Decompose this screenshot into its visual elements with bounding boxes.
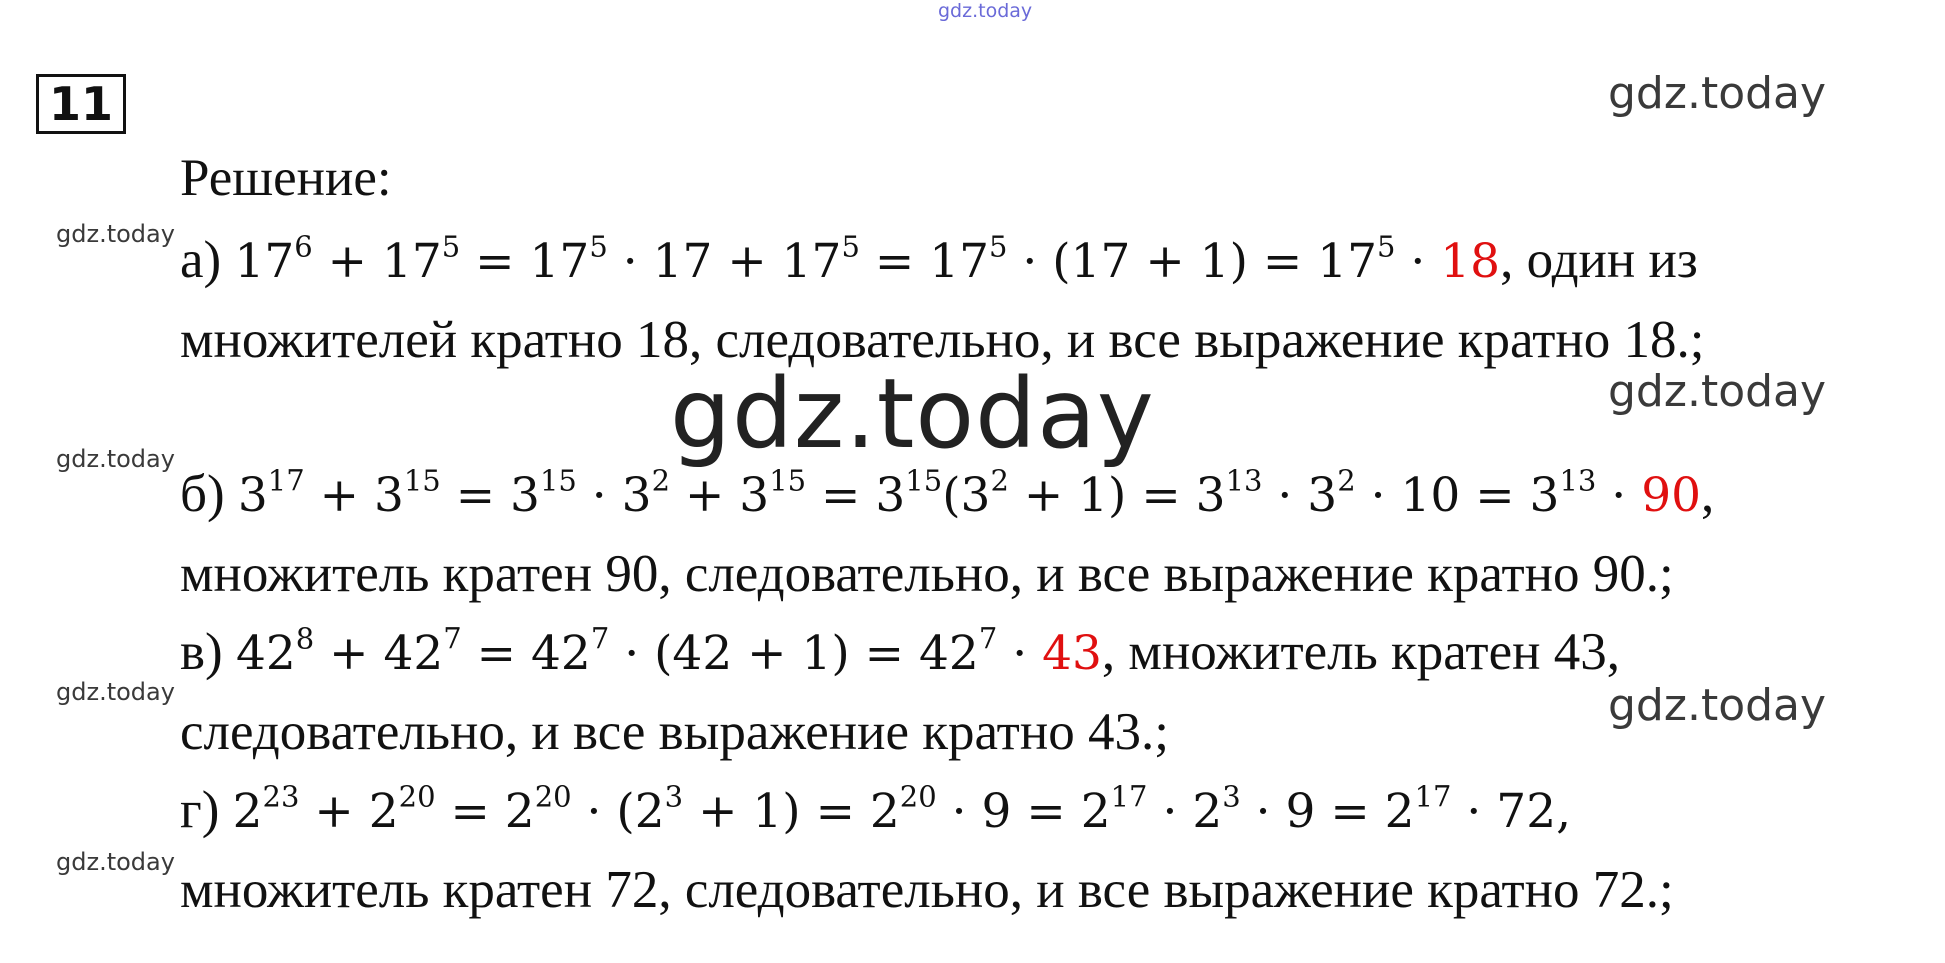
watermark-left-4: gdz.today (56, 848, 175, 876)
item-c-equation: $42^8 + 42^7 = 42^7 \cdot (42 + 1) = 42^7 \cdot 43$ (235, 621, 1102, 681)
item-c-line-2: следовательно, и все выражение кратно 43.; (180, 703, 1169, 761)
item-b-marker: б) (180, 465, 225, 523)
watermark-left-2: gdz.today (56, 445, 175, 473)
item-a-line-1 (180, 229, 1698, 289)
item-b-equation: $3^{17} + 3^{15} = 3^{15} \cdot 3^2 + 3^{15} = 3^{15}(3^2 + 1) = 3^{13} \cdot 3^2 \cdot 10 = 3^{13} \cdot 90$ (237, 463, 1701, 523)
item-b-result: 90 (1641, 468, 1701, 523)
watermark-right-3: gdz.today (1608, 680, 1827, 731)
item-d-line-1 (180, 779, 1572, 839)
item-c-marker: в) (180, 623, 223, 681)
item-d-marker: г) (180, 781, 220, 839)
watermark-right-2: gdz.today (1608, 366, 1827, 417)
watermark-top: gdz.today (938, 0, 1033, 22)
item-d-line-2: множитель кратен 72, следовательно, и все выражение кратно 72.; (180, 861, 1674, 919)
watermark-right-1: gdz.today (1608, 68, 1827, 119)
item-b-line-1 (180, 463, 1715, 523)
item-c-result: 43 (1042, 626, 1102, 681)
item-a-equation: $17^6 + 17^5 = 17^5 \cdot 17 + 17^5 = 17^5 \cdot (17 + 1) = 17^5 \cdot 18$ (234, 229, 1501, 289)
item-a-tail: , один из (1500, 231, 1698, 289)
item-a-marker: а) (180, 231, 222, 289)
watermark-left-3: gdz.today (56, 678, 175, 706)
item-c-line-1 (180, 621, 1620, 681)
item-b-tail: , (1701, 465, 1715, 523)
item-c-tail: , множитель кратен 43, (1101, 623, 1620, 681)
item-d-equation: $2^{23} + 2^{20} = 2^{20} \cdot (2^3 + 1) = 2^{20} \cdot 9 = 2^{17} \cdot 2^3 \cdot 9 = 2^{17} \cdot 72$, (232, 779, 1572, 839)
item-a-result: 18 (1440, 234, 1501, 289)
solution-heading: Решение: (180, 149, 392, 207)
item-a-line-2: множителей кратно 18, следовательно, и все выражение кратно 18.; (180, 311, 1705, 369)
task-number-box (36, 74, 126, 134)
watermark-center: gdz.today (670, 358, 1155, 470)
task-number: 11 (48, 77, 113, 131)
watermark-left-1: gdz.today (56, 220, 175, 248)
item-b-line-2: множитель кратен 90, следовательно, и все выражение кратно 90.; (180, 545, 1674, 603)
